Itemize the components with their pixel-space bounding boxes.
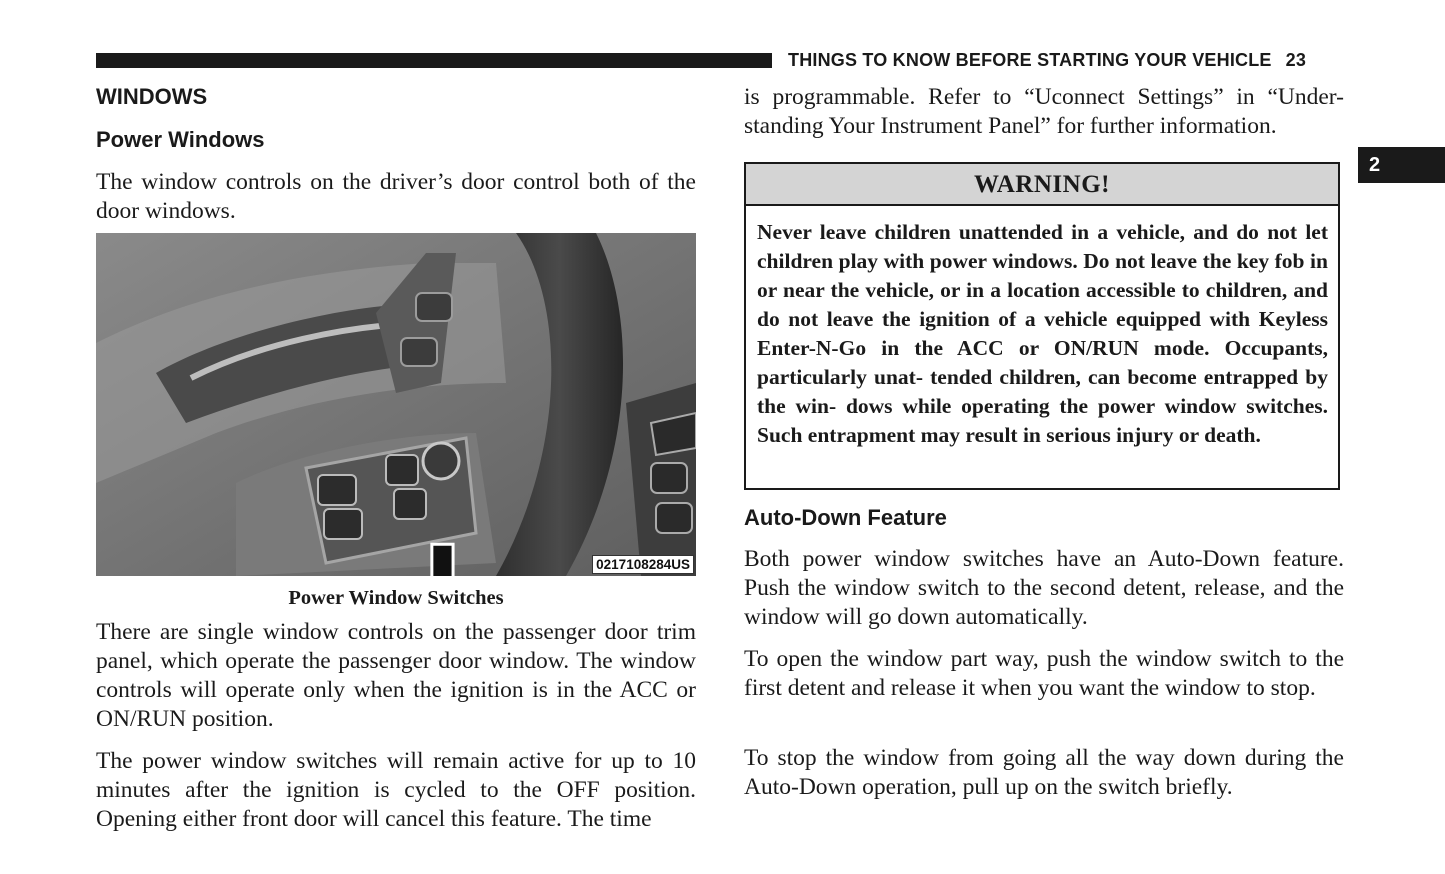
page-number: 23 bbox=[1285, 50, 1307, 70]
auto-down-title: Auto-Down Feature bbox=[744, 505, 947, 530]
warning-title: WARNING! bbox=[746, 164, 1338, 206]
auto-down-paragraph-3: To stop the window from going all the way down during the Auto-Down operation, pull up on the switch briefly. bbox=[744, 745, 1344, 800]
switches-active-paragraph: The power window switches will remain active for up to 10 minutes after the ignition is cycled to the OFF position. Opening either front door will cancel this feature. The time bbox=[96, 748, 696, 832]
intro-paragraph: The window controls on the driver’s door control both of the door windows. bbox=[96, 169, 696, 224]
running-title: THINGS TO KNOW BEFORE STARTING YOUR VEHICLE bbox=[788, 50, 1272, 70]
auto-down-paragraph-2: To open the window part way, push the window switch to the first detent and release it when you want the window to stop. bbox=[744, 646, 1344, 701]
subsection-title: Power Windows bbox=[96, 127, 265, 152]
power-window-switches-figure bbox=[96, 233, 696, 576]
door-panel-illustration bbox=[96, 233, 696, 576]
warning-text: Never leave children unattended in a vehicle, and do not let children play with power windows. Do not leave the key fob in or near the vehicle, or in a location accessible to children, and do not leave the ignition of a vehicle equipped with Keyless Enter-N-Go in the ACC or ON/RUN mode. Occupants, particularly unat- tended children, can become entrapped by the win- dows while operating the power window switches. Such entrapment may result in serious injury or death. bbox=[757, 220, 1328, 447]
warning-box bbox=[744, 162, 1340, 490]
figure-code: 0217108284US bbox=[592, 555, 694, 574]
running-header bbox=[788, 50, 1306, 72]
continuation-paragraph: is programmable. Refer to “Uconnect Settings” in “Under- standing Your Instrument Panel” for further information. bbox=[744, 84, 1344, 139]
passenger-controls-paragraph: There are single window controls on the passenger door trim panel, which operate the passenger door window. The window controls will operate only when the ignition is in the ACC or ON/RUN position. bbox=[96, 619, 696, 732]
figure-caption: Power Window Switches bbox=[288, 587, 504, 609]
header-rule bbox=[96, 53, 772, 68]
auto-down-paragraph-1: Both power window switches have an Auto-Down feature. Push the window switch to the second detent, release, and the window will go down automatically. bbox=[744, 546, 1344, 630]
section-title: WINDOWS bbox=[96, 84, 208, 109]
chapter-tab: 2 bbox=[1358, 147, 1445, 183]
